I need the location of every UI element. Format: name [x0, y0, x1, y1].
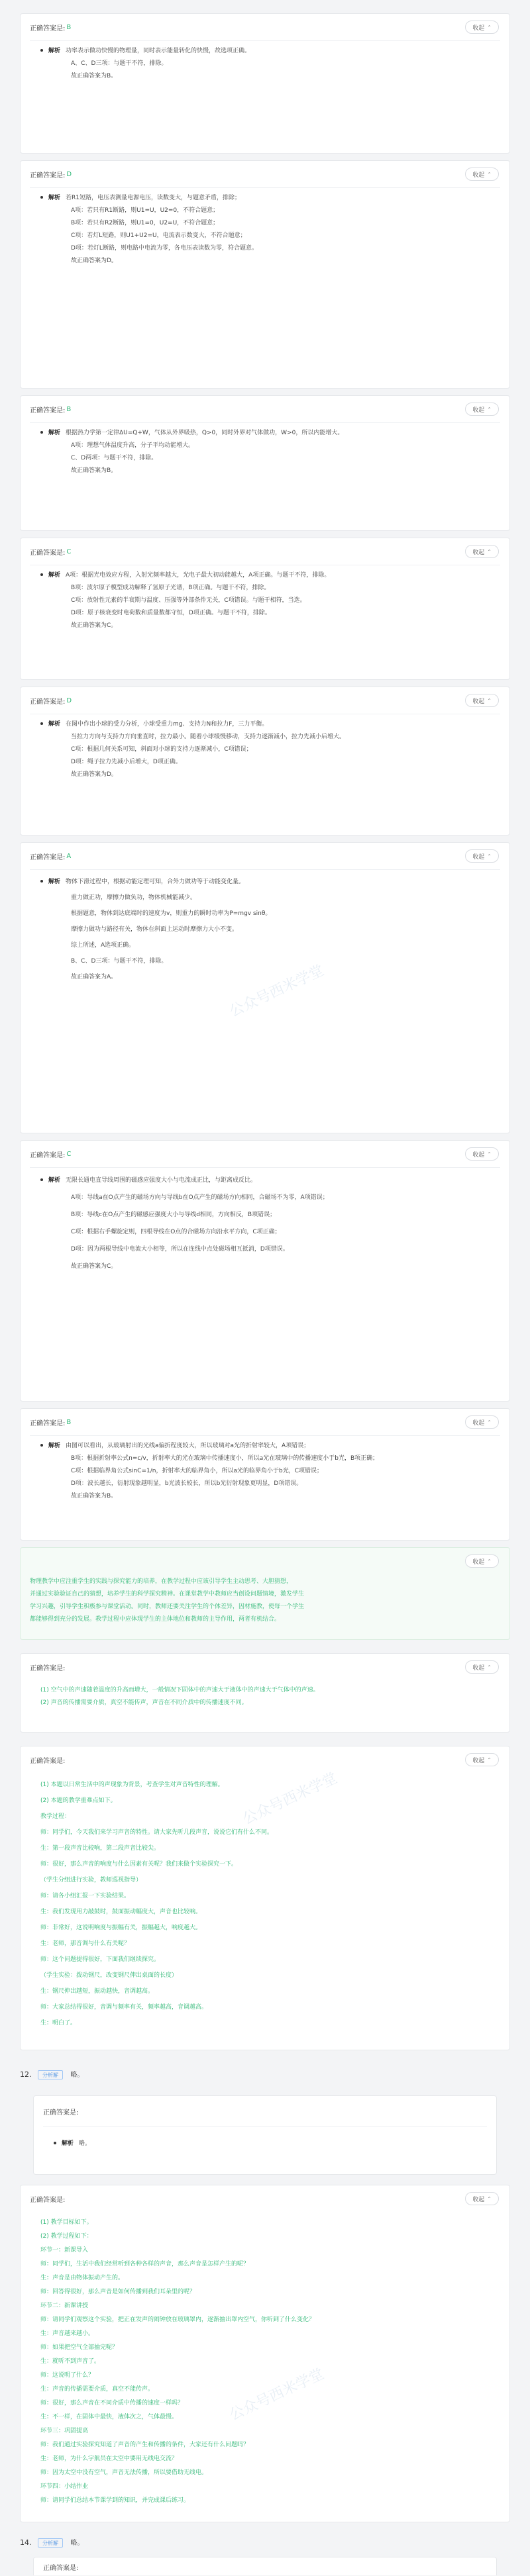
answer-header: [21, 1141, 509, 1167]
bullet-icon: [40, 1178, 43, 1181]
answer-body: [21, 1680, 509, 1716]
analysis-line: D项：因为两根导线中电流大小相等，所以在连线中点处磁场相互抵消，D项错误。: [71, 1246, 289, 1253]
analysis-line: D项：原子核衰变时电荷数和质量数都守恒，D项正确。与题干不符，排除。: [71, 610, 271, 616]
answer-line: 师：我们通过实验探究知道了声音的产生和传播的条件，大家还有什么问题吗？: [40, 2442, 250, 2448]
answer-label: 正确答案是:: [30, 2196, 66, 2204]
chevron-up-icon: ⌃: [487, 24, 492, 30]
collapse-button[interactable]: [465, 403, 499, 416]
answer-label: 正确答案是:: [30, 1664, 66, 1672]
analysis-line: 故正确答案为A。: [71, 974, 117, 980]
answer-header: [21, 843, 509, 869]
answer-line: (2) 声音的传播需要介质，真空不能传声，声音在不同介质中的传播速度不同。: [40, 1699, 248, 1706]
answer-line: 师：非常好，这说明响度与振幅有关，振幅越大，响度越大。: [40, 1925, 202, 1931]
analysis-body: [21, 41, 509, 89]
analysis-line: 根据热力学第一定律ΔU=Q+W，气体从外界吸热，Q>0，同时外界对气体做功，W>0，所以内能增大。: [66, 430, 344, 436]
answer-header: [21, 14, 509, 40]
analysis-line: D项：波长越长，衍射现象越明显，b光波长较长，所以b光衍射现象更明显，D项错误。: [71, 1480, 303, 1487]
answer-header: [21, 1746, 509, 1773]
collapse-button[interactable]: [465, 545, 499, 558]
chevron-up-icon: ⌃: [487, 406, 492, 412]
collapse-button[interactable]: [465, 694, 499, 707]
collapse-label: 收起: [472, 1419, 485, 1427]
chevron-up-icon: ⌃: [487, 1756, 492, 1763]
analysis-line: 无限长通电直导线周围的磁感应强度大小与电流成正比，与距离成反比。: [66, 1177, 257, 1184]
answer-line: 生：就听不到声音了。: [40, 2358, 101, 2365]
analysis-body: [21, 1168, 509, 1282]
analysis-line: 综上所述，A选项正确。: [71, 942, 135, 949]
answer-line: 师：请同学们观察这个实验，把正在发声的闹钟放在玻璃罩内，逐渐抽出罩内空气，你听到了什么变化？: [40, 2316, 315, 2323]
answer-line: 环节二：新课讲授: [40, 2303, 89, 2309]
bullet-icon: [40, 722, 43, 725]
analysis-line: 重力做正功，摩擦力做负功，物体机械能减少。: [71, 894, 197, 901]
analysis-line: 故正确答案为C。: [71, 622, 117, 629]
answer-line: (1) 教学目标如下。: [40, 2219, 93, 2226]
analysis-line: C、D两项：与题干不符，排除。: [71, 455, 158, 461]
teaching-line: 都能够得到充分的发展。教学过程中应体现学生的主体地位和教师的主导作用，两者有机结合。: [30, 1616, 281, 1623]
question-tag: 分析解: [38, 2070, 63, 2079]
collapse-label: 收起: [472, 698, 485, 705]
answer-card-10: [20, 1653, 510, 1733]
answer-line: 师：回答得很好，那么声音是如何传播到我们耳朵里的呢？: [40, 2289, 196, 2295]
answer-card-1: [20, 13, 510, 154]
analysis-line: D项：绳子拉力先减小后增大，D项正确。: [71, 759, 182, 765]
answer-label: 正确答案是:: [30, 549, 66, 557]
analysis-line: 故正确答案为C。: [71, 1263, 117, 1270]
answer-line: 生：不一样，在固体中最快，液体次之，气体最慢。: [40, 2414, 178, 2420]
teaching-body: [21, 1572, 509, 1633]
analysis-line: B、C、D三项：与题干不符，排除。: [71, 958, 168, 965]
answer-line: （学生实验：拨动钢尺，改变钢尺伸出桌面的长度）: [40, 1972, 178, 1979]
answer-line: 环节三：巩固提高: [40, 2428, 89, 2434]
answer-line: 师：大家总结得很好，音调与频率有关，频率越高，音调越高。: [40, 2004, 208, 2011]
analysis-body: [34, 2127, 496, 2157]
answer-line: 生：声音越来越小。: [40, 2330, 95, 2337]
collapse-label: 收起: [472, 1558, 485, 1566]
analysis-line: 故正确答案为B。: [71, 467, 117, 474]
analysis-line: A项：根据光电效应方程，入射光频率越大，光电子最大初动能越大，A项正确。与题干不符，排除。: [66, 572, 331, 579]
question-12: [20, 2069, 84, 2079]
analysis-line: 当拉力方向与支持力方向垂直时，拉力最小。随着小球缓慢移动，支持力逐渐减小，拉力先减小后增大。: [71, 734, 346, 740]
answer-card-12: [33, 2095, 497, 2175]
answer-line: 师：这个问题提得很好，下面我们继续探究。: [40, 1956, 160, 1963]
bullet-icon: [54, 2142, 56, 2144]
collapse-button[interactable]: [465, 21, 499, 34]
analysis-line: 由图可以看出，从玻璃射出的光线a偏折程度较大，所以玻璃对a光的折射率较大，A项错误；: [66, 1443, 310, 1449]
analysis-body: [21, 1436, 509, 1509]
analysis-line: 故正确答案为D。: [71, 771, 117, 778]
answer-card-6: [20, 842, 510, 1133]
answer-line: 环节一：新课导入: [40, 2247, 89, 2254]
answer-header: [21, 161, 509, 187]
answer-header: [21, 396, 509, 422]
bullet-icon: [40, 431, 43, 434]
analysis-line: C项：放射性元素的半衰期与温度、压强等外部条件无关，C项错误。与题干相符，当选。: [71, 597, 306, 604]
analysis-line: 故正确答案为B。: [71, 73, 117, 79]
chevron-up-icon: ⌃: [487, 171, 492, 177]
analysis-line: A项：若只有R1断路，则U1=U，U2=0，不符合题意；: [71, 207, 219, 214]
answer-card-14: [33, 2557, 497, 2575]
chevron-up-icon: ⌃: [487, 2195, 492, 2202]
collapse-button[interactable]: [465, 1554, 499, 1568]
answer-label: 正确答案是:: [30, 406, 66, 414]
analysis-label: 解析: [48, 430, 61, 436]
answer-label: 正确答案是:: [43, 2564, 79, 2572]
chevron-up-icon: ⌃: [487, 1151, 492, 1157]
answer-line: 生：声音的传播需要介质，真空不能传声。: [40, 2386, 154, 2393]
bullet-icon: [40, 573, 43, 576]
answer-value: C: [66, 1150, 72, 1158]
analysis-body: [21, 423, 509, 484]
collapse-label: 收起: [472, 24, 485, 32]
answer-card-3: [20, 395, 510, 531]
chevron-up-icon: ⌃: [487, 697, 492, 704]
analysis-line: 若R1短路，电压表测量电源电压，读数变大，与题意矛盾，排除；: [66, 195, 240, 201]
answer-line: 师：很好，那么声音的响度与什么因素有关呢？我们来做个实验探究一下。: [40, 1861, 238, 1868]
answer-line: 生：明白了。: [40, 2020, 77, 2027]
answer-line: 生：我们发现用力敲鼓时，鼓面振动幅度大，声音也比较响。: [40, 1909, 202, 1915]
analysis-label: 解析: [48, 195, 61, 201]
answer-value: A: [66, 852, 72, 860]
answer-label: 正确答案是:: [30, 1151, 66, 1159]
analysis-label: 解析: [48, 48, 61, 54]
analysis-label: 解析: [48, 1443, 61, 1449]
answer-line: 生：老师，那音调与什么有关呢？: [40, 1940, 131, 1947]
answer-label: 正确答案是:: [30, 853, 66, 861]
answer-line: (2) 教学过程如下：: [40, 2233, 93, 2240]
analysis-line: 根据题意，物体到达底端时的速度为v，则重力的瞬时功率为P=mgv sinθ。: [71, 910, 272, 917]
answer-line: 环节四：小结作业: [40, 2483, 89, 2490]
answer-card-5: [20, 687, 510, 835]
answer-card-11: [20, 1746, 510, 2050]
teaching-line: 学习兴趣，引导学生积极参与课堂活动。同时，教师还要关注学生的个体差异，因材施教，使每一个学生: [30, 1603, 305, 1610]
answer-label: 正确答案是:: [30, 698, 66, 706]
analysis-line: C项：根据临界角公式sinC=1/n，折射率大的临界角小，所以a光的临界角小于b光，C项错误；: [71, 1468, 323, 1474]
analysis-body: [21, 870, 509, 992]
answer-line: 师：很好，那么声音在不同介质中传播的速度一样吗？: [40, 2400, 184, 2407]
collapse-label: 收起: [472, 549, 485, 556]
analysis-line: B项：波尔原子模型成功解释了氢原子光谱，B项正确。与题干不符，排除。: [71, 585, 270, 591]
question-14: [20, 2537, 84, 2548]
analysis-line: A、C、D三项：与题干不符，排除。: [71, 60, 168, 67]
question-text: 略。: [70, 2072, 84, 2079]
chevron-up-icon: ⌃: [487, 1419, 492, 1425]
answer-header: [34, 2096, 496, 2126]
analysis-line: D项：若灯L断路，则电路中电流为零，各电压表读数为零，符合题意。: [71, 245, 258, 252]
collapse-label: 收起: [472, 1151, 485, 1159]
answer-line: 生：声音是由物体振动产生的。: [40, 2275, 125, 2281]
answer-label: 正确答案是:: [30, 171, 66, 179]
collapse-button[interactable]: [465, 849, 499, 863]
answer-line: 师：请同学们总结本节课学到的知识，并完成课后练习。: [40, 2497, 190, 2504]
analysis-label: 解析: [48, 572, 61, 579]
analysis-line: 略。: [79, 2140, 91, 2147]
answer-card-8: [20, 1408, 510, 1541]
analysis-line: B项：若只有R2断路，则U1=0，U2=U，不符合题意；: [71, 220, 219, 226]
collapse-button[interactable]: [465, 167, 499, 181]
question-number: 14.: [20, 2538, 32, 2547]
answer-header: [21, 687, 509, 714]
answer-line: 师：因为太空中没有空气，声音无法传播，所以要借助无线电。: [40, 2469, 208, 2476]
answer-body: [21, 1773, 509, 2038]
analysis-label: 解析: [48, 1177, 61, 1184]
answer-card-7: [20, 1140, 510, 1402]
answer-value: B: [66, 405, 72, 413]
collapse-button[interactable]: [465, 1660, 499, 1674]
answer-line: (1) 空气中的声速随着温度的升高而增大，一般情况下固体中的声速大于液体中的声速大于气体中的声速。: [40, 1687, 319, 1693]
analysis-line: B项：根据折射率公式n=c/v，折射率大的光在玻璃中传播速度小，所以a光在玻璃中的传播速度小于b光，B项正确；: [71, 1455, 379, 1462]
answer-header: [21, 1654, 509, 1680]
collapse-button[interactable]: [465, 1415, 499, 1429]
collapse-label: 收起: [472, 853, 485, 861]
collapse-label: 收起: [472, 1664, 485, 1672]
analysis-line: 故正确答案为D。: [71, 258, 117, 264]
question-number: 12.: [20, 2070, 32, 2079]
teaching-line: 并通过实验验证自己的猜想，培养学生的科学探究精神。在课堂教学中教师应当创设问题情境，激发学生: [30, 1591, 305, 1598]
answer-line: (1) 本题以日常生活中的声现象为背景，考查学生对声音特性的理解。: [40, 1782, 224, 1788]
answer-value: B: [66, 23, 72, 31]
answer-body: [21, 2212, 509, 2514]
bullet-icon: [40, 49, 43, 52]
bullet-icon: [40, 196, 43, 199]
chevron-up-icon: ⌃: [487, 1664, 492, 1670]
analysis-body: [21, 565, 509, 639]
answer-line: 生：老师，为什么宇航员在太空中要用无线电交流？: [40, 2456, 178, 2462]
answer-line: (2) 本题的教学重难点如下。: [40, 1797, 117, 1804]
answer-card-13: [20, 2185, 510, 2522]
answer-value: C: [66, 548, 72, 555]
teaching-block: [20, 1547, 510, 1640]
analysis-line: 物体下滑过程中，根据动能定理可知，合外力做功等于动能变化量。: [66, 879, 245, 885]
analysis-line: 在图中作出小球的受力分析，小球受重力mg、支持力N和拉力F，三力平衡。: [66, 721, 268, 728]
answer-line: 师：同学们，生活中我们经常听到各种各样的声音，那么声音是怎样产生的呢？: [40, 2261, 250, 2267]
answer-card-2: [20, 160, 510, 389]
teaching-line: 物理教学中应注重学生的实践与探究能力的培养，在教学过程中应该引导学生主动思考、大胆猜想，: [30, 1578, 293, 1585]
collapse-button[interactable]: [465, 1147, 499, 1161]
answer-header: [21, 538, 509, 565]
analysis-line: C项：根据几何关系可知，斜面对小球的支持力逐渐减小，C项错误；: [71, 746, 252, 753]
answer-header: [21, 1548, 509, 1572]
analysis-line: C项：根据右手螺旋定则，四根导线在O点的合磁场方向沿水平方向，C项正确；: [71, 1229, 281, 1235]
collapse-button[interactable]: [465, 2192, 499, 2205]
answer-line: 师：如果把空气全部抽完呢？: [40, 2344, 119, 2351]
answer-label: 正确答案是:: [30, 24, 66, 32]
answer-label: 正确答案是:: [43, 2109, 79, 2117]
analysis-body: [21, 188, 509, 274]
chevron-up-icon: ⌃: [487, 853, 492, 859]
analysis-line: A项：理想气体温度升高，分子平均动能增大。: [71, 442, 195, 449]
answer-line: 教学过程：: [40, 1813, 71, 1820]
chevron-up-icon: ⌃: [487, 548, 492, 555]
question-text: 略。: [70, 2540, 84, 2547]
answer-line: 师：这说明了什么？: [40, 2372, 95, 2379]
collapse-label: 收起: [472, 406, 485, 414]
answer-card-4: [20, 538, 510, 680]
answer-line: 师：请各小组汇报一下实验结果。: [40, 1893, 131, 1899]
answer-value: D: [66, 696, 72, 704]
answer-value: B: [66, 1418, 72, 1426]
question-tag: 分析解: [38, 2538, 63, 2548]
chevron-up-icon: ⌃: [487, 1558, 492, 1564]
analysis-label: 解析: [48, 879, 61, 885]
answer-label: 正确答案是:: [30, 1757, 66, 1765]
answer-line: 生：第一段声音比较响，第二段声音比较尖。: [40, 1845, 160, 1852]
answer-header: [21, 1409, 509, 1435]
answer-line: 生：钢尺伸出越短，振动越快，音调越高。: [40, 1988, 154, 1995]
analysis-label: 解析: [48, 721, 61, 728]
bullet-icon: [40, 1444, 43, 1447]
analysis-line: 摩擦力做功与路径有关，物体在斜面上运动时摩擦力大小不变。: [71, 926, 238, 933]
answer-line: （学生分组进行实验，教师巡视指导）: [40, 1877, 142, 1884]
analysis-line: 功率表示做功快慢的物理量，同时表示能量转化的快慢，故选项正确。: [66, 48, 251, 54]
collapse-label: 收起: [472, 2196, 485, 2203]
analysis-body: [21, 714, 509, 788]
collapse-label: 收起: [472, 1757, 485, 1764]
collapse-label: 收起: [472, 171, 485, 179]
analysis-line: A项：导线a在O点产生的磁场方向与导线b在O点产生的磁场方向相同，合磁场不为零，A项错误；: [71, 1194, 329, 1201]
bullet-icon: [40, 880, 43, 883]
analysis-line: B项：导线c在O点产生的磁感应强度大小与导线d相同，方向相反，B项错误；: [71, 1212, 276, 1218]
answer-header: [34, 2557, 496, 2576]
answer-label: 正确答案是:: [30, 1419, 66, 1427]
collapse-button[interactable]: [465, 1753, 499, 1766]
analysis-label: 解析: [62, 2140, 74, 2147]
answer-header: [21, 2185, 509, 2212]
analysis-line: 故正确答案为B。: [71, 1493, 117, 1500]
analysis-line: C项：若灯L短路，则U1+U2=U，电流表示数变大，不符合题意；: [71, 232, 246, 239]
answer-value: D: [66, 170, 72, 178]
answer-line: 师：同学们，今天我们来学习声音的特性。请大家先听几段声音，说说它们有什么不同。: [40, 1829, 274, 1836]
